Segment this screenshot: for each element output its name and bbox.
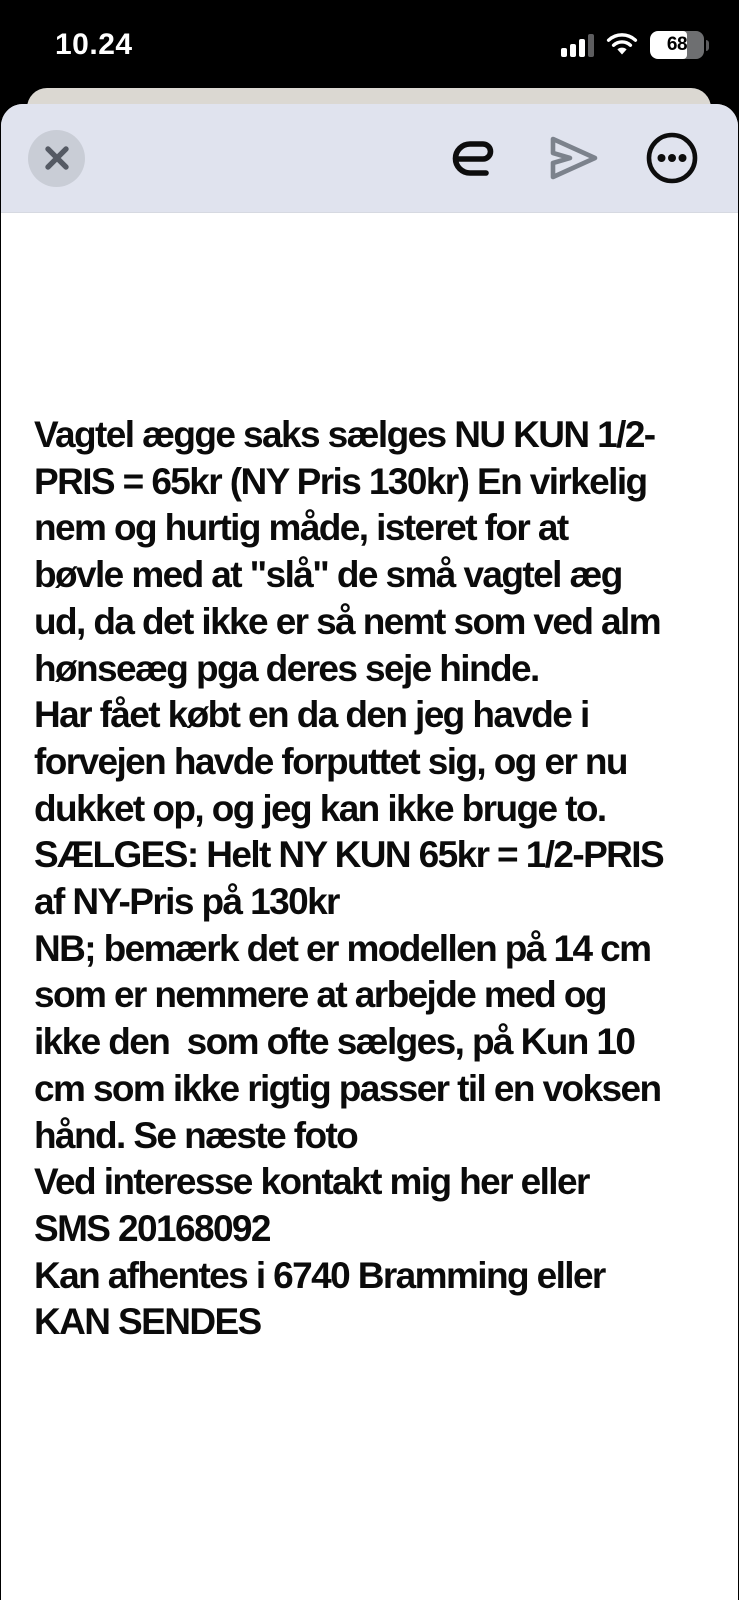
text-line: cm som ikke rigtig passer til en voksen: [34, 1067, 661, 1109]
close-icon: [44, 145, 70, 171]
text-line: Kan afhentes i 6740 Bramming eller: [34, 1254, 605, 1296]
send-icon: [545, 134, 601, 182]
text-line: hånd. Se næste foto: [34, 1114, 358, 1156]
viewer-sheet: [1, 104, 738, 1600]
send-button[interactable]: [545, 130, 601, 186]
battery-icon: [650, 31, 704, 59]
text-line: hønseæg pga deres seje hinde.: [34, 647, 539, 689]
text-line: SMS 20168092: [34, 1207, 270, 1249]
attachment-button[interactable]: [446, 130, 502, 186]
text-line: dukket op, og jeg kan ikke bruge to.: [34, 787, 606, 829]
status-time: 10.24: [55, 28, 133, 61]
text-line: som er nemmere at arbejde med og: [34, 974, 606, 1016]
text-line: ud, da det ikke er så nemt som ved alm: [34, 600, 661, 642]
text-line: KAN SENDES: [34, 1301, 261, 1343]
text-line: forvejen havde forputtet sig, og er nu: [34, 740, 627, 782]
text-line: NB; bemærk det er modellen på 14 cm: [34, 927, 651, 969]
wifi-icon: [606, 33, 638, 57]
text-line: SÆLGES: Helt NY KUN 65kr = 1/2-PRIS: [34, 834, 664, 876]
text-line: af NY-Pris på 130kr: [34, 881, 339, 923]
status-bar: [0, 0, 739, 88]
text-line: Ved interesse kontakt mig her eller: [34, 1161, 589, 1203]
text-line: ikke den som ofte sælges, på Kun 10: [34, 1021, 635, 1063]
text-line: Har fået købt en da den jeg havde i: [34, 694, 589, 736]
viewer-toolbar: [1, 104, 738, 213]
cellular-signal-icon: [561, 34, 594, 57]
listing-description: [1, 213, 738, 1346]
text-line: nem og hurtig måde, isteret for at: [34, 507, 568, 549]
attachment-icon: [446, 135, 502, 181]
more-options-icon: [645, 131, 699, 185]
battery-cap: [706, 40, 709, 51]
description-text: [34, 412, 732, 1346]
text-line: PRIS = 65kr (NY Pris 130kr) En virkelig: [34, 460, 647, 502]
close-button[interactable]: [28, 130, 85, 187]
more-options-button[interactable]: [644, 130, 700, 186]
battery-percent: 68: [666, 34, 688, 55]
text-line: Vagtel ægge saks sælges NU KUN 1/2-: [34, 414, 655, 455]
text-line: bøvle med at "slå" de små vagtel æg: [34, 554, 622, 596]
status-icons: [561, 30, 709, 60]
